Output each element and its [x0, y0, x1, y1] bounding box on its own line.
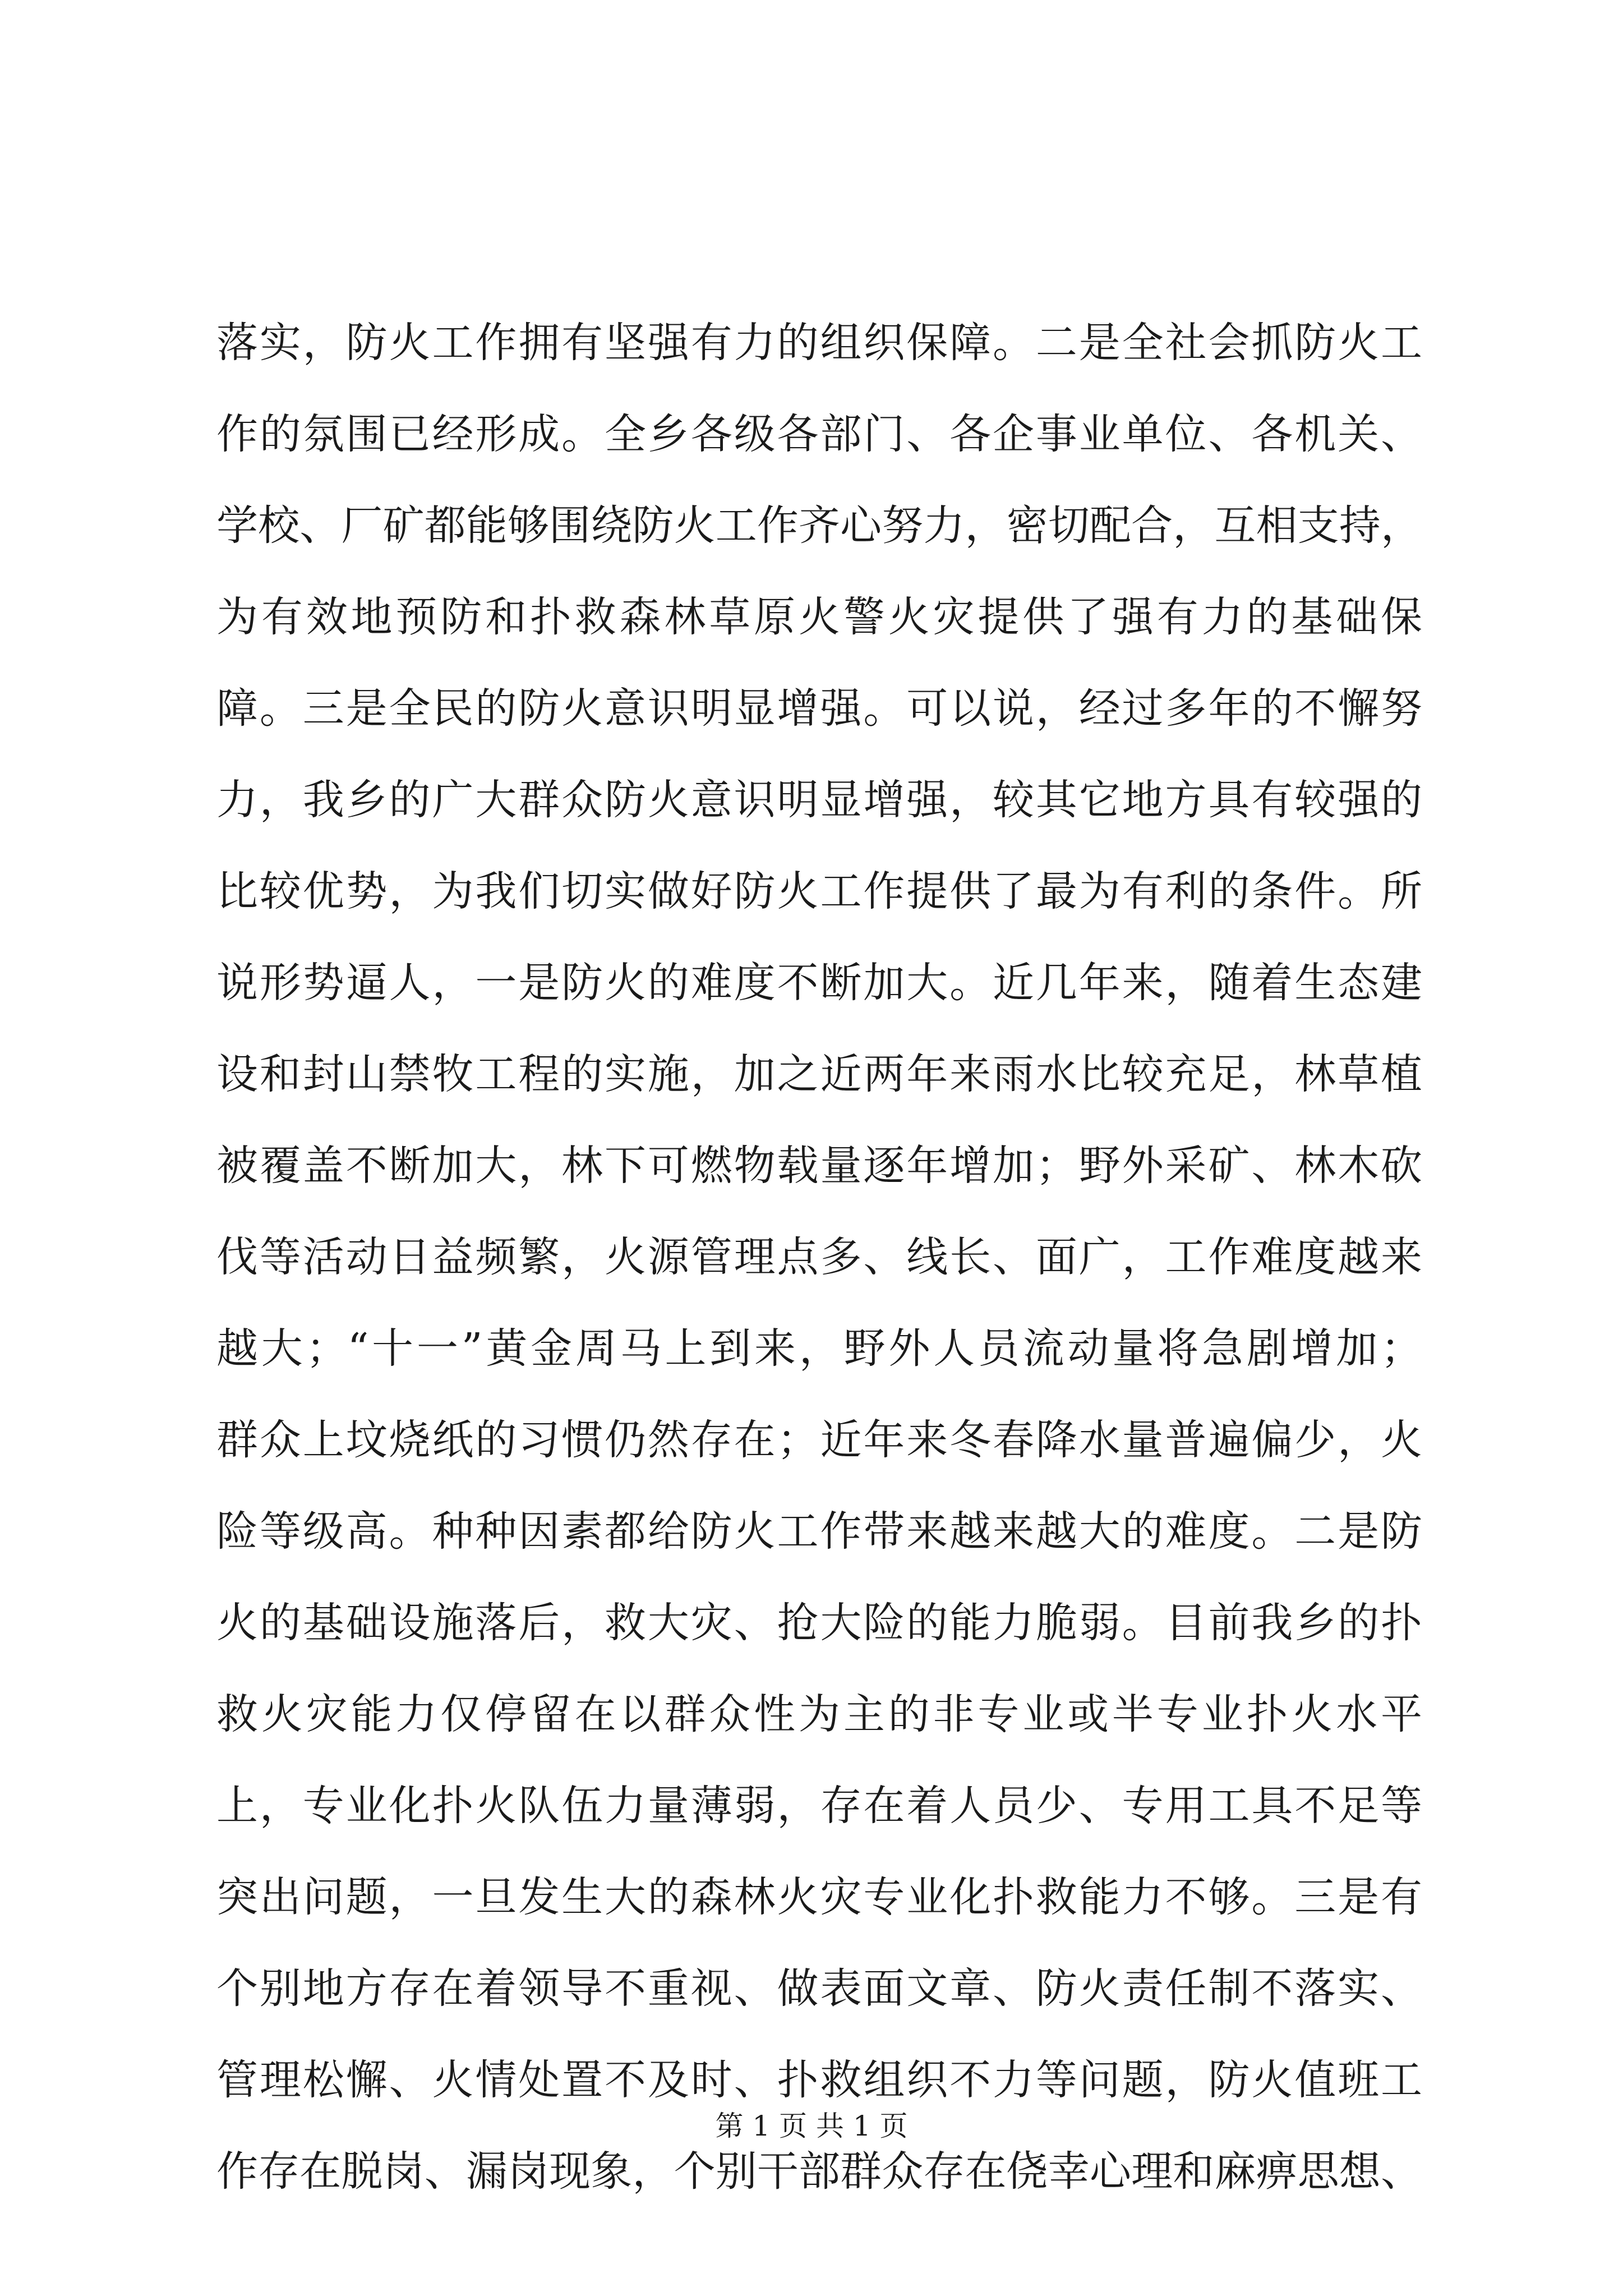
text-line: 被覆盖不断加大，林下可燃物载量逐年增加；野外采矿、林木砍	[216, 1142, 1422, 1190]
body-text	[216, 297, 1422, 2217]
text-line: 作的氛围已经形成。全乡各级各部门、各企事业单位、各机关、	[216, 410, 1422, 458]
text-line: 个别地方存在着领导不重视、做表面文章、防火责任制不落实、	[216, 1964, 1422, 2013]
text-line: 学校、厂矿都能够围绕防火工作齐心努力，密切配合，互相支持，	[216, 501, 1422, 550]
text-line: 说形势逼人，一是防火的难度不断加大。近几年来，随着生态建	[216, 959, 1422, 1007]
text-line: 上，专业化扑火队伍力量薄弱，存在着人员少、专用工具不足等	[216, 1782, 1422, 1830]
text-line: 设和封山禁牧工程的实施，加之近两年来雨水比较充足，林草植	[216, 1050, 1422, 1098]
text-line: 作存在脱岗、漏岗现象，个别干部群众存在侥幸心理和麻痹思想、	[216, 2147, 1422, 2196]
text-line: 救火灾能力仅停留在以群众性为主的非专业或半专业扑火水平	[216, 1690, 1422, 1738]
text-line: 越大；“十一”黄金周马上到来，野外人员流动量将急剧增加；	[216, 1324, 1422, 1373]
text-line: 力，我乡的广大群众防火意识明显增强，较其它地方具有较强的	[216, 776, 1422, 824]
text-line: 险等级高。种种因素都给防火工作带来越来越大的难度。二是防	[216, 1507, 1422, 1556]
text-line: 为有效地预防和扑救森林草原火警火灾提供了强有力的基础保	[216, 593, 1422, 641]
page-number-footer: 第 1 页 共 1 页	[715, 2110, 908, 2142]
text-line: 落实，防火工作拥有坚强有力的组织保障。二是全社会抓防火工	[216, 319, 1422, 367]
text-line: 管理松懈、火情处置不及时、扑救组织不力等问题，防火值班工	[216, 2056, 1422, 2104]
text-line: 火的基础设施落后，救大灾、抢大险的能力脆弱。目前我乡的扑	[216, 1599, 1422, 1647]
text-line: 伐等活动日益频繁，火源管理点多、线长、面广，工作难度越来	[216, 1233, 1422, 1281]
text-line: 障。三是全民的防火意识明显增强。可以说，经过多年的不懈努	[216, 684, 1422, 733]
text-line: 突出问题，一旦发生大的森林火灾专业化扑救能力不够。三是有	[216, 1873, 1422, 1921]
text-line: 比较优势，为我们切实做好防火工作提供了最为有利的条件。所	[216, 867, 1422, 915]
text-line: 群众上坟烧纸的习惯仍然存在；近年来冬春降水量普遍偏少，火	[216, 1416, 1422, 1464]
